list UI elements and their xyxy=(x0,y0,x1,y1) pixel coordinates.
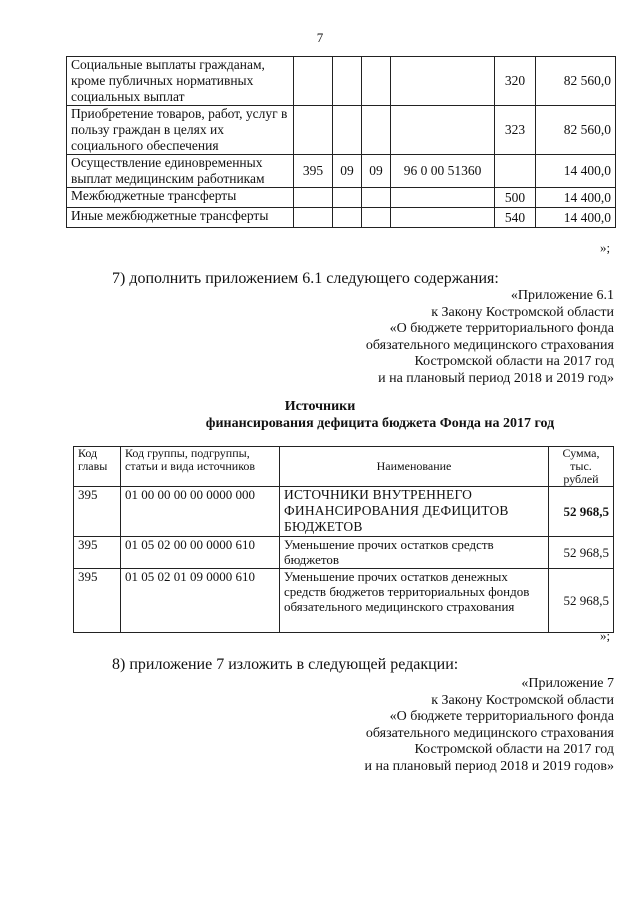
appendix-line: и на плановый период 2018 и 2019 год» xyxy=(378,370,614,386)
cell-sum: 52 968,5 xyxy=(549,569,614,633)
cell-sum: 52 968,5 xyxy=(549,487,614,537)
cell-subsection xyxy=(362,188,391,208)
cell-target xyxy=(391,208,495,228)
appendix-line: и на плановый период 2018 и 2019 годов» xyxy=(364,758,614,774)
cell-sum: 82 560,0 xyxy=(536,57,616,106)
table-row xyxy=(67,208,616,228)
cell-type xyxy=(495,155,536,188)
header-group: Код группы, подгруппы, статьи и вида источников xyxy=(121,447,280,487)
table-row xyxy=(74,569,614,633)
appendix-line: к Закону Костромской области xyxy=(431,304,614,320)
cell-section: 09 xyxy=(333,155,362,188)
cell-type: 320 xyxy=(495,57,536,106)
cell-subsection xyxy=(362,208,391,228)
cell-section xyxy=(333,57,362,106)
cell-ministry: 395 xyxy=(294,155,333,188)
header-code: Код главы xyxy=(74,447,121,487)
title-line: Источники xyxy=(284,399,356,414)
appendix-7-header xyxy=(364,676,614,775)
expenditure-table xyxy=(66,56,616,228)
cell-ministry xyxy=(294,106,333,155)
cell-code: 395 xyxy=(74,569,121,633)
appendix-line: обязательного медицинского страхования xyxy=(365,725,614,741)
cell-type: 323 xyxy=(495,106,536,155)
appendix-line: «Приложение 6.1 xyxy=(510,288,614,303)
appendix-line: Костромской области на 2017 год xyxy=(414,354,614,369)
cell-target: 96 0 00 51360 xyxy=(391,155,495,188)
appendix-6-1-header xyxy=(366,288,614,387)
row-name: Иные межбюджетные трансферты xyxy=(67,208,294,228)
cell-sum: 14 400,0 xyxy=(536,208,616,228)
table-row xyxy=(67,155,616,188)
cell-ministry xyxy=(294,57,333,106)
cell-subsection xyxy=(362,57,391,106)
table-row xyxy=(74,537,614,569)
table-row xyxy=(67,57,616,106)
appendix-line: к Закону Костромской области xyxy=(431,692,614,708)
appendix-line: «О бюджете территориального фонда xyxy=(389,709,614,724)
appendix-line: Костромской области на 2017 год xyxy=(414,742,614,757)
header-name: Наименование xyxy=(280,447,549,487)
cell-code: 395 xyxy=(74,537,121,569)
cell-name: Уменьшение прочих остатков денежных средств бюджетов территориальных фондов обязательного медицинского страхования xyxy=(280,569,549,633)
cell-ministry xyxy=(294,208,333,228)
cell-type: 500 xyxy=(495,188,536,208)
row-name: Приобретение товаров, работ, услуг в пользу граждан в целях их социального обеспечения xyxy=(67,106,294,155)
cell-section xyxy=(333,106,362,155)
cell-sum: 14 400,0 xyxy=(536,188,616,208)
cell-sum: 52 968,5 xyxy=(549,537,614,569)
cell-sum: 14 400,0 xyxy=(536,155,616,188)
page-number: 7 xyxy=(316,30,324,45)
cell-section xyxy=(333,188,362,208)
row-name: Осуществление единовременных выплат медицинским работникам xyxy=(67,155,294,188)
table-row xyxy=(67,106,616,155)
table2-closing-quote: »; xyxy=(600,628,611,643)
cell-type: 540 xyxy=(495,208,536,228)
table-row xyxy=(67,188,616,208)
cell-section xyxy=(333,208,362,228)
appendix-line: «О бюджете территориального фонда xyxy=(389,321,614,336)
row-name: Межбюджетные трансферты xyxy=(67,188,294,208)
sources-table xyxy=(73,446,614,633)
paragraph-7: 7) дополнить приложением 6.1 следующего содержания: xyxy=(112,270,499,287)
cell-target xyxy=(391,106,495,155)
cell-subsection: 09 xyxy=(362,155,391,188)
table-header-row xyxy=(74,447,614,487)
cell-target xyxy=(391,57,495,106)
paragraph-8: 8) приложение 7 изложить в следующей редакции: xyxy=(112,656,459,673)
cell-name: ИСТОЧНИКИ ВНУТРЕННЕГО ФИНАНСИРОВАНИЯ ДЕФИЦИТОВ БЮДЖЕТОВ xyxy=(280,487,549,537)
table-row xyxy=(74,487,614,537)
row-name: Социальные выплаты гражданам, кроме публичных нормативных социальных выплат xyxy=(67,57,294,106)
cell-group: 01 00 00 00 00 0000 000 xyxy=(121,487,280,537)
header-sum: Сумма, тыс. рублей xyxy=(549,447,614,487)
cell-target xyxy=(391,188,495,208)
title-line: финансирования дефицита бюджета Фонда на 2017 год xyxy=(205,416,555,431)
section-title xyxy=(0,398,640,432)
cell-code: 395 xyxy=(74,487,121,537)
cell-name: Уменьшение прочих остатков средств бюджетов xyxy=(280,537,549,569)
cell-group: 01 05 02 01 09 0000 610 xyxy=(121,569,280,633)
cell-ministry xyxy=(294,188,333,208)
cell-group: 01 05 02 00 00 0000 610 xyxy=(121,537,280,569)
cell-sum: 82 560,0 xyxy=(536,106,616,155)
appendix-line: обязательного медицинского страхования xyxy=(365,337,614,353)
table1-closing-quote: »; xyxy=(600,240,611,255)
cell-subsection xyxy=(362,106,391,155)
appendix-line: «Приложение 7 xyxy=(521,676,614,691)
